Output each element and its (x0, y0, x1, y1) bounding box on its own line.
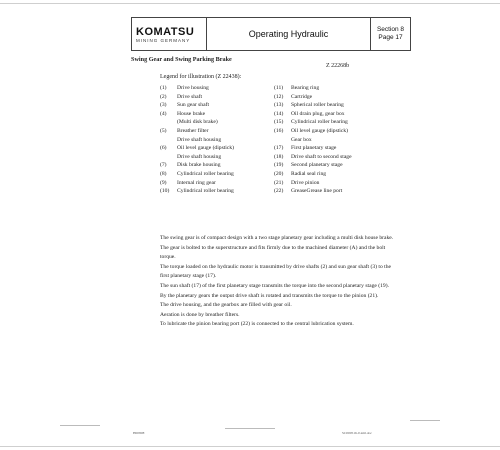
legend-column-right (274, 84, 352, 196)
company-logo-subtitle: MINING GERMANY (136, 37, 191, 43)
legend-item (160, 187, 234, 196)
legend-item-label: Gear box (291, 136, 312, 143)
legend-item-number: (5) (160, 127, 167, 134)
legend-item-label: House brake (177, 110, 206, 117)
scan-speck (410, 420, 440, 421)
legend-item-label: Oil drain plug, gear box (291, 110, 345, 117)
document-heading: Swing Gear and Swing Parking Brake (131, 56, 232, 63)
legend-item-number: (10) (160, 188, 170, 195)
legend-item (274, 153, 352, 162)
legend-item (274, 84, 352, 93)
legend-item-label: Spherical roller bearing (291, 102, 344, 109)
description-paragraph: The gear is bolted to the superstructure and fits firmly due to the machined diameter (A) and the bolt torque. (160, 244, 386, 261)
scan-speck (60, 425, 100, 426)
legend-item-label: Drive shaft (177, 93, 203, 100)
legend-item-number: (14) (274, 110, 284, 117)
legend-item (274, 170, 352, 179)
legend-item-number: (19) (274, 162, 284, 169)
legend-item-label: Oil level gauge (dipstick) (291, 127, 349, 134)
legend-item-label: Drive shaft housing (177, 136, 222, 143)
legend-item-label: Sun gear shaft (177, 102, 210, 109)
legend-title: Legend for illustration (Z 22438): (160, 74, 242, 80)
legend-item-label: Breather filter (177, 127, 209, 134)
description-paragraph: The drive housing, and the gearbox are filled with gear oil. (160, 302, 292, 309)
legend-item-label: Cartridge (291, 93, 313, 100)
legend-item-number: (3) (160, 102, 167, 109)
legend-item-number: (6) (160, 145, 167, 152)
footer-file-reference: SC000516-0.xml.doc (342, 431, 372, 435)
legend-item (160, 170, 234, 179)
legend-item-number: (13) (274, 102, 284, 109)
description-paragraph: The swing gear is of compact design with a two stage planetary gear including a multi disk house brake. (160, 235, 394, 241)
legend-item (274, 179, 352, 188)
section-number: Section 8 (376, 26, 405, 33)
legend-item (160, 110, 234, 119)
footer-code-left: H0080E (133, 431, 145, 435)
legend-item-number: (20) (274, 170, 284, 177)
page-header (131, 17, 371, 51)
legend-item-label: (Multi disk brake) (177, 119, 218, 126)
legend-item (274, 110, 352, 119)
legend-item (160, 127, 234, 136)
legend-item-number: (22) (274, 188, 284, 195)
legend-item (160, 161, 234, 170)
page-number: Page 17 (378, 34, 403, 41)
legend-item-number: (8) (160, 170, 167, 177)
legend-item-label: Drive shaft housing (177, 153, 222, 160)
legend-item (160, 179, 234, 188)
legend-item-number: (2) (160, 93, 167, 100)
description-paragraph: The torque loaded on the hydraulic motor is transmitted by drive shafts (2) and sun gear shaft (3) to the first planetary stage (17). (160, 263, 391, 280)
legend-item-label: Second planetary stage (291, 162, 343, 169)
legend-item (160, 101, 234, 110)
legend-item-label: Oil level gauge (dipstick) (177, 145, 235, 152)
legend-item-number: (21) (274, 179, 284, 186)
legend-item-label: Drive shaft to second stage (291, 153, 352, 160)
legend-item (160, 84, 234, 93)
legend-item-number: (4) (160, 110, 167, 117)
scan-edge-top (0, 3, 500, 4)
legend-column-left (160, 84, 234, 196)
legend-item-label: Internal ring gear (177, 179, 216, 186)
legend-item (160, 136, 234, 145)
legend-item (160, 144, 234, 153)
legend-item (274, 118, 352, 127)
legend-item-label: Radial seal ring (291, 170, 327, 177)
legend-item (160, 153, 234, 162)
header-title: Operating Hydraulic (248, 29, 329, 39)
legend-item-label: Cylindrical roller bearing (177, 170, 234, 177)
legend-item-number: (16) (274, 127, 284, 134)
legend-item (274, 101, 352, 110)
description-paragraph: To lubricate the pinion bearing port (22) is connected to the central lubrication system. (160, 321, 354, 328)
legend-item-number: (17) (274, 145, 284, 152)
legend-item-number: (18) (274, 153, 284, 160)
description-text (160, 234, 395, 330)
legend-item-label: Disk brake housing (177, 162, 221, 169)
section-block (371, 17, 411, 51)
legend-item-number: (12) (274, 93, 284, 100)
legend-item-label: Drive pinion (291, 179, 320, 186)
legend-item (274, 93, 352, 102)
legend-item-number: (15) (274, 119, 284, 126)
legend-item (274, 144, 352, 153)
legend-item-label: Bearing ring (291, 85, 320, 91)
legend-item (274, 136, 352, 145)
legend-item-label: Cylindrical roller bearing (177, 188, 234, 195)
description-paragraph: Aeration is done by breather filters. (160, 311, 240, 318)
legend-item (274, 161, 352, 170)
scan-speck (225, 428, 275, 429)
figure-reference: Z 22268b (326, 63, 350, 69)
legend-item-label: Cylindrical roller bearing (291, 119, 348, 126)
legend-item (274, 127, 352, 136)
description-paragraph: The sun shaft (17) of the first planetary stage transmits the torque into the second planetary stage (19). By the planetary gears the output drive shaft is rotated and transmits the torque to the pinion (21). (160, 282, 389, 299)
legend-item (160, 118, 234, 127)
company-logo: KOMATSU (136, 25, 195, 38)
logo-block (132, 18, 207, 50)
scan-edge-bottom (0, 446, 500, 447)
legend-item-label: First planetary stage (291, 145, 337, 152)
legend-item (160, 93, 234, 102)
legend-item (274, 187, 352, 196)
legend-item-number: (7) (160, 162, 167, 169)
legend-item-label: GreaseGrease line port (291, 188, 343, 195)
legend-item-number: (1) (160, 85, 167, 91)
legend-item-number: (11) (274, 85, 284, 91)
legend-item-number: (9) (160, 179, 167, 186)
legend-item-label: Drive housing (177, 85, 209, 91)
